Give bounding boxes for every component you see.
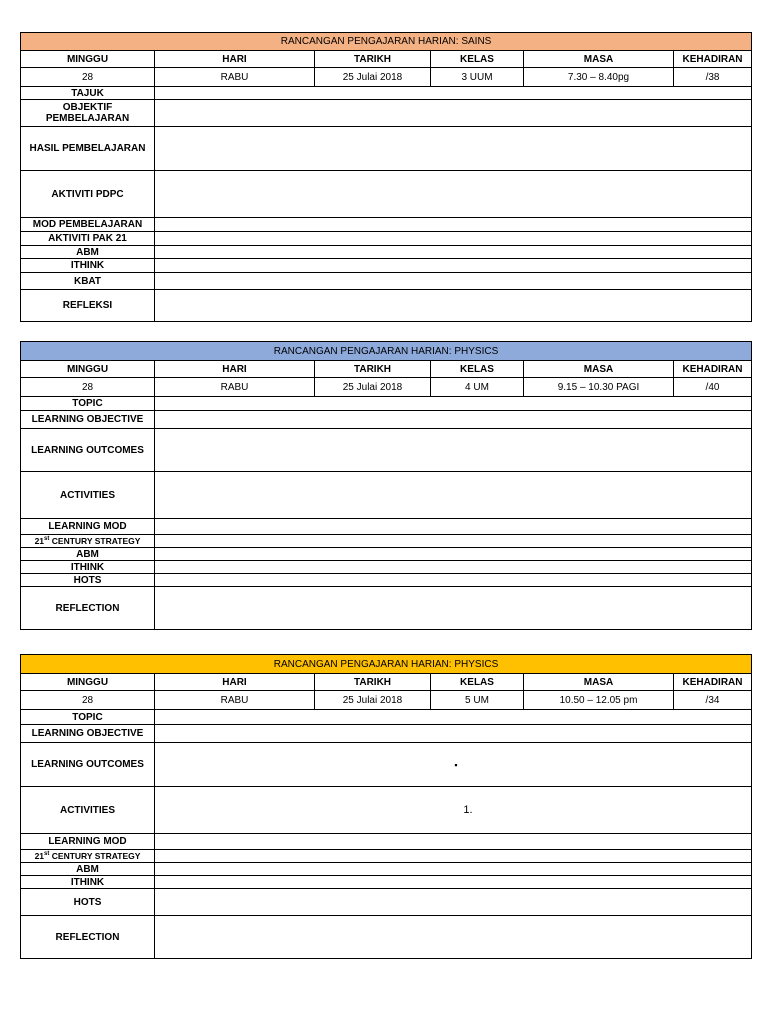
value-week: 28 bbox=[21, 378, 155, 397]
label-topic: TOPIC bbox=[21, 397, 155, 411]
label-hots: HOTS bbox=[21, 889, 155, 916]
field-strategy[interactable] bbox=[155, 232, 752, 246]
label-objective: LEARNING OBJECTIVE bbox=[21, 725, 155, 743]
label-abm: ABM bbox=[21, 863, 155, 876]
field-hots[interactable] bbox=[155, 889, 752, 916]
label-topic: TAJUK bbox=[21, 87, 155, 100]
header-time: MASA bbox=[524, 361, 674, 378]
field-ithink[interactable] bbox=[155, 876, 752, 889]
header-week: MINGGU bbox=[21, 361, 155, 378]
field-strategy[interactable] bbox=[155, 850, 752, 863]
label-objective: LEARNING OBJECTIVE bbox=[21, 411, 155, 429]
label-activities: ACTIVITIES bbox=[21, 787, 155, 834]
field-strategy[interactable] bbox=[155, 535, 752, 548]
header-week: MINGGU bbox=[21, 51, 155, 68]
field-activities[interactable] bbox=[155, 472, 752, 519]
lesson-plan-physics-5um bbox=[20, 654, 752, 959]
label-outcomes: LEARNING OUTCOMES bbox=[21, 429, 155, 472]
field-reflection[interactable] bbox=[155, 587, 752, 630]
label-ithink: ITHINK bbox=[21, 561, 155, 574]
label-ithink: ITHINK bbox=[21, 876, 155, 889]
field-outcomes[interactable] bbox=[155, 429, 752, 472]
field-objective[interactable] bbox=[155, 725, 752, 743]
field-topic[interactable] bbox=[155, 397, 752, 411]
label-mode: LEARNING MOD bbox=[21, 519, 155, 535]
field-abm[interactable] bbox=[155, 548, 752, 561]
field-reflection[interactable] bbox=[155, 290, 752, 322]
header-class: KELAS bbox=[431, 51, 524, 68]
value-time: 10.50 – 12.05 pm bbox=[524, 691, 674, 710]
label-activities: ACTIVITIES bbox=[21, 472, 155, 519]
field-outcomes[interactable] bbox=[155, 743, 752, 787]
label-reflection: REFLECTION bbox=[21, 587, 155, 630]
value-date: 25 Julai 2018 bbox=[315, 68, 431, 87]
plan-title: RANCANGAN PENGAJARAN HARIAN: SAINS bbox=[21, 33, 752, 51]
label-hots: HOTS bbox=[21, 574, 155, 587]
lesson-plan-physics-4um bbox=[20, 341, 752, 630]
value-day: RABU bbox=[155, 378, 315, 397]
label-topic: TOPIC bbox=[21, 710, 155, 725]
field-topic[interactable] bbox=[155, 710, 752, 725]
label-abm: ABM bbox=[21, 548, 155, 561]
header-day: HARI bbox=[155, 361, 315, 378]
lesson-plan-sains bbox=[20, 32, 752, 322]
label-mode: LEARNING MOD bbox=[21, 834, 155, 850]
header-attendance: KEHADIRAN bbox=[674, 51, 752, 68]
field-mode[interactable] bbox=[155, 519, 752, 535]
header-time: MASA bbox=[524, 674, 674, 691]
header-attendance: KEHADIRAN bbox=[674, 361, 752, 378]
plan-title: RANCANGAN PENGAJARAN HARIAN: PHYSICS bbox=[21, 655, 752, 674]
label-activities: AKTIVITI PDPC bbox=[21, 171, 155, 218]
field-hots[interactable] bbox=[155, 574, 752, 587]
label-abm: ABM bbox=[21, 246, 155, 259]
field-ithink[interactable] bbox=[155, 561, 752, 574]
label-strategy bbox=[21, 850, 155, 863]
header-attendance: KEHADIRAN bbox=[674, 674, 752, 691]
value-date: 25 Julai 2018 bbox=[315, 691, 431, 710]
strategy-text: CENTURY STRATEGY bbox=[51, 535, 141, 546]
field-activities[interactable] bbox=[155, 787, 752, 834]
field-ithink[interactable] bbox=[155, 259, 752, 273]
header-date: TARIKH bbox=[315, 674, 431, 691]
label-reflection: REFLEKSI bbox=[21, 290, 155, 322]
value-attendance: /40 bbox=[674, 378, 752, 397]
value-week: 28 bbox=[21, 691, 155, 710]
label-objective: OBJEKTIF PEMBELAJARAN bbox=[21, 100, 155, 127]
bullet-marker: ▪ bbox=[454, 760, 458, 770]
header-class: KELAS bbox=[431, 361, 524, 378]
strategy-text: CENTURY STRATEGY bbox=[51, 850, 141, 861]
value-week: 28 bbox=[21, 68, 155, 87]
value-class: 5 UM bbox=[431, 691, 524, 710]
plan-title: RANCANGAN PENGAJARAN HARIAN: PHYSICS bbox=[21, 342, 752, 361]
field-objective[interactable] bbox=[155, 411, 752, 429]
value-attendance: /34 bbox=[674, 691, 752, 710]
field-activities[interactable] bbox=[155, 171, 752, 218]
strategy-superscript: st bbox=[44, 535, 50, 542]
value-day: RABU bbox=[155, 68, 315, 87]
field-hots[interactable] bbox=[155, 273, 752, 290]
label-mode: MOD PEMBELAJARAN bbox=[21, 218, 155, 232]
header-date: TARIKH bbox=[315, 51, 431, 68]
field-outcomes[interactable] bbox=[155, 127, 752, 171]
value-date: 25 Julai 2018 bbox=[315, 378, 431, 397]
strategy-number: 21 bbox=[34, 850, 45, 861]
field-abm[interactable] bbox=[155, 863, 752, 876]
label-strategy: AKTIVITI PAK 21 bbox=[21, 232, 155, 246]
label-outcomes: LEARNING OUTCOMES bbox=[21, 743, 155, 787]
header-date: TARIKH bbox=[315, 361, 431, 378]
field-objective[interactable] bbox=[155, 100, 752, 127]
value-day: RABU bbox=[155, 691, 315, 710]
label-reflection: REFLECTION bbox=[21, 916, 155, 959]
label-outcomes: HASIL PEMBELAJARAN bbox=[21, 127, 155, 171]
value-attendance: /38 bbox=[674, 68, 752, 87]
field-mode[interactable] bbox=[155, 834, 752, 850]
value-class: 3 UUM bbox=[431, 68, 524, 87]
header-day: HARI bbox=[155, 674, 315, 691]
strategy-superscript: st bbox=[44, 850, 50, 857]
field-abm[interactable] bbox=[155, 246, 752, 259]
header-day: HARI bbox=[155, 51, 315, 68]
field-mode[interactable] bbox=[155, 218, 752, 232]
label-hots: KBAT bbox=[21, 273, 155, 290]
numbered-item: 1. bbox=[463, 804, 473, 816]
header-week: MINGGU bbox=[21, 674, 155, 691]
value-time: 7.30 – 8.40pg bbox=[524, 68, 674, 87]
value-time: 9.15 – 10.30 PAGI bbox=[524, 378, 674, 397]
label-strategy bbox=[21, 535, 155, 548]
value-class: 4 UM bbox=[431, 378, 524, 397]
field-topic[interactable] bbox=[155, 87, 752, 100]
field-reflection[interactable] bbox=[155, 916, 752, 959]
label-ithink: ITHINK bbox=[21, 259, 155, 273]
strategy-number: 21 bbox=[34, 535, 45, 546]
header-time: MASA bbox=[524, 51, 674, 68]
header-class: KELAS bbox=[431, 674, 524, 691]
